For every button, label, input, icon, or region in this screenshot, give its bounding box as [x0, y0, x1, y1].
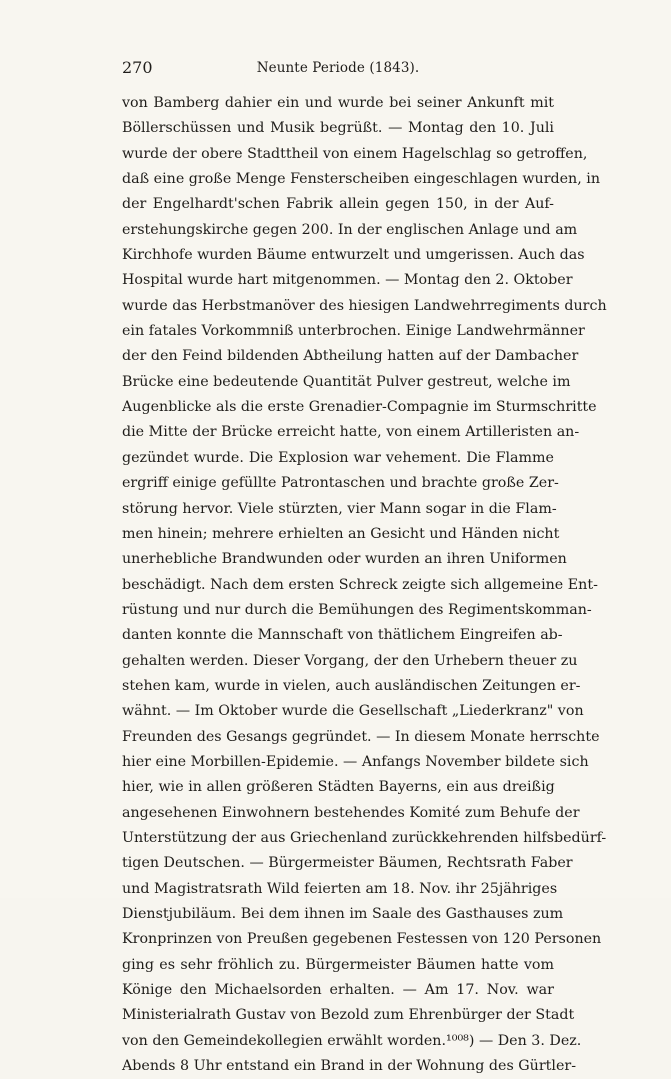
- text-line: Böllerschüssen und Musik begrüßt. — Montag den 10. Juli: [122, 120, 554, 137]
- text-line: beschädigt. Nach dem ersten Schreck zeigte sich allgemeine Ent-: [122, 576, 598, 593]
- text-line: ging es sehr fröhlich zu. Bürgermeister Bäumen hatte vom: [122, 956, 554, 973]
- text-line: die Mitte der Brücke erreicht hatte, von einem Artilleristen an-: [122, 424, 580, 441]
- text-line: men hinein; mehrere erhielten an Gesicht und Händen nicht: [122, 525, 560, 542]
- text-line: wurde das Herbstmanöver des hiesigen Landwehrregiments durch: [122, 297, 607, 314]
- text-line: tigen Deutschen. — Bürgermeister Bäumen, Rechtsrath Faber: [122, 855, 573, 872]
- text-line: Kirchhofe wurden Bäume entwurzelt und umgerissen. Auch das: [122, 247, 585, 264]
- text-line: Könige den Michaelsorden erhalten. — Am 17. Nov. war: [122, 982, 554, 999]
- text-line: und Magistratsrath Wild feierten am 18. Nov. ihr 25jähriges: [122, 880, 558, 897]
- text-line: daß eine große Menge Fensterscheiben eingeschlagen wurden, in: [122, 171, 601, 188]
- text-line: angesehenen Einwohnern bestehendes Komité zum Behufe der: [122, 804, 580, 821]
- page-number: 270: [122, 58, 153, 77]
- text-line: rüstung und nur durch die Bemühungen des Regimentskomman-: [122, 601, 592, 618]
- text-line: von Bamberg dahier ein und wurde bei seiner Ankunft mit: [122, 95, 554, 111]
- text-line: Augenblicke als die erste Grenadier-Compagnie im Sturmschritte: [122, 399, 597, 416]
- text-line: danten konnte die Mannschaft von thätlichem Eingreifen ab-: [122, 627, 563, 644]
- text-line: Hospital wurde hart mitgenommen. — Montag den 2. Oktober: [122, 272, 573, 289]
- text-line: wurde der obere Stadttheil von einem Hagelschlag so getroffen,: [122, 145, 588, 162]
- body-text: [122, 91, 607, 1079]
- text-line: Ministerialrath Gustav von Bezold zum Ehrenbürger der Stadt: [122, 1007, 575, 1024]
- text-line: hier eine Morbillen-Epidemie. — Anfangs November bildete sich: [122, 753, 589, 770]
- text-line: stehen kam, wurde in vielen, auch ausländischen Zeitungen er-: [122, 677, 581, 694]
- text-line: unerhebliche Brandwunden oder wurden an ihren Uniformen: [122, 551, 567, 568]
- text-line: störung hervor. Viele stürzten, vier Mann sogar in die Flam-: [122, 500, 557, 517]
- text-line: der den Feind bildenden Abtheilung hatten auf der Dambacher: [122, 348, 579, 365]
- text-line: wähnt. — Im Oktober wurde die Gesellschaft „Liederkranz" von: [122, 703, 584, 720]
- text-line: hier, wie in allen größeren Städten Bayerns, ein aus dreißig: [122, 779, 555, 796]
- text-line: gehalten werden. Dieser Vorgang, der den Urhebern theuer zu: [122, 652, 578, 669]
- text-line: Unterstützung der aus Griechenland zurückkehrenden hilfsbedürf-: [122, 829, 607, 846]
- text-line: erstehungskirche gegen 200. In der englischen Anlage und am: [122, 221, 578, 238]
- text-line: Abends 8 Uhr entstand ein Brand in der Wohnung des Gürtler-: [122, 1058, 577, 1075]
- text-line: gezündet wurde. Die Explosion war vehement. Die Flamme: [122, 449, 554, 466]
- text-line: Brücke eine bedeutende Quantität Pulver gestreut, welche im: [122, 373, 571, 390]
- running-title: Neunte Periode (1843).: [256, 60, 420, 76]
- text-line: von den Gemeindekollegien erwählt worden.¹⁰⁰⁸) — Den 3. Dez.: [122, 1032, 582, 1049]
- text-line: Kronprinzen von Preußen gegebenen Festessen von 120 Personen: [122, 931, 602, 948]
- text-line: Dienstjubiläum. Bei dem ihnen im Saale des Gasthauses zum: [122, 906, 564, 922]
- text-line: ein fatales Vorkommniß unterbrochen. Einige Landwehrmänner: [122, 323, 585, 340]
- text-line: Freunden des Gesangs gegründet. — In diesem Monate herrschte: [122, 728, 600, 745]
- page-header: [122, 57, 554, 79]
- text-line: ergriff einige gefüllte Patrontaschen und brachte große Zer-: [122, 475, 559, 492]
- text-line: der Engelhardt'schen Fabrik allein gegen 150, in der Auf-: [122, 196, 554, 213]
